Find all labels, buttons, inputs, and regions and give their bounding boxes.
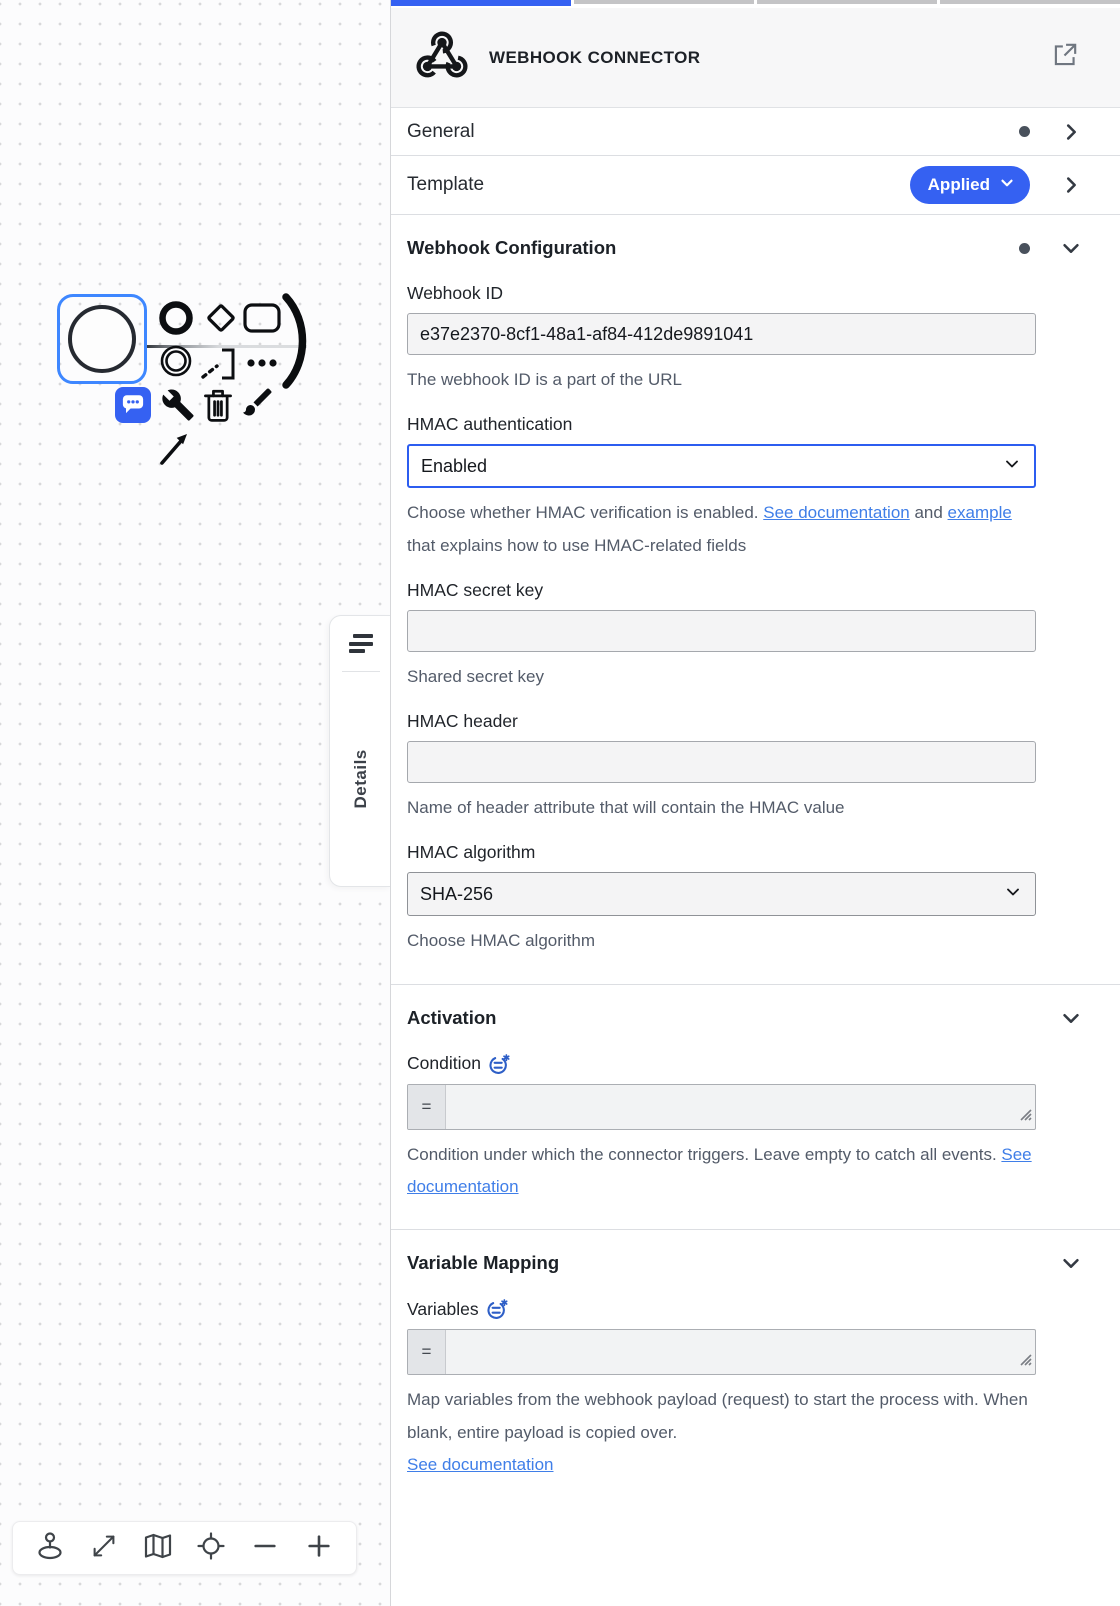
append-task-button[interactable] <box>241 300 283 336</box>
hmac-secret-key-input[interactable] <box>407 610 1036 652</box>
connect-arrow-icon <box>154 424 194 468</box>
feel-equals-prefix: = <box>408 1330 446 1374</box>
panel-tabstrip <box>391 0 1120 8</box>
section-row-general[interactable] <box>391 108 1120 156</box>
hmac-authentication-value: Enabled <box>421 455 488 476</box>
zoom-out-button[interactable] <box>247 1530 283 1566</box>
details-tab[interactable] <box>329 615 391 887</box>
properties-panel-icon <box>349 634 373 657</box>
task-icon <box>241 300 283 336</box>
minimap-icon <box>143 1532 173 1565</box>
hmac-algorithm-select[interactable] <box>407 872 1036 916</box>
fit-viewport-button[interactable] <box>86 1530 122 1566</box>
template-label: Template <box>407 174 485 195</box>
chevron-down-icon <box>1003 882 1023 907</box>
panel-tab-2[interactable] <box>574 0 754 4</box>
intermediate-event-icon <box>157 342 195 380</box>
section-webhook-configuration <box>391 215 1120 985</box>
open-external-button[interactable] <box>1050 40 1080 75</box>
helper-text: that explains how to use HMAC-related fields <box>407 535 747 555</box>
append-intermediate-event-button[interactable] <box>157 342 195 380</box>
activation-heading[interactable] <box>391 999 1120 1035</box>
feel-equals-prefix: = <box>408 1085 446 1129</box>
webhook-id-input[interactable] <box>407 313 1036 355</box>
chevron-down-icon <box>998 174 1016 197</box>
chevron-down-icon <box>1002 454 1022 479</box>
condition-label: Condition <box>407 1053 481 1074</box>
panel-header <box>391 8 1120 108</box>
chevron-right-icon <box>1060 121 1082 143</box>
hmac-algorithm-helper: Choose HMAC algorithm <box>407 931 596 951</box>
chevron-right-icon <box>1060 174 1082 196</box>
variable-mapping-title: Variable Mapping <box>407 1252 560 1274</box>
launch-icon <box>1050 40 1080 75</box>
ellipsis-icon <box>243 350 281 376</box>
details-tab-label: Details <box>350 749 370 809</box>
append-arc <box>282 293 314 389</box>
badge-label: Applied <box>927 175 990 194</box>
feel-expression-icon[interactable] <box>489 1053 511 1075</box>
panel-tab-1[interactable] <box>391 0 571 6</box>
general-label: General <box>407 120 475 142</box>
reset-view-button[interactable] <box>193 1530 229 1566</box>
hmac-header-helper: Name of header attribute that will contain the HMAC value <box>407 798 845 818</box>
chevron-down-icon <box>1060 237 1082 259</box>
set-color-button[interactable] <box>239 382 277 422</box>
minus-icon <box>251 1532 279 1565</box>
webhook-id-helper: The webhook ID is a part of the URL <box>407 370 682 389</box>
hmac-algorithm-label: HMAC algorithm <box>407 842 536 863</box>
canvas-toolbar <box>12 1521 357 1575</box>
trash-icon <box>202 386 234 424</box>
variables-feel-editor[interactable] <box>407 1329 1036 1375</box>
webhook-configuration-heading[interactable] <box>391 229 1120 265</box>
plus-icon <box>305 1532 333 1565</box>
helper-text: Condition under which the connector triggers. Leave empty to catch all events. <box>407 1144 1002 1164</box>
append-options-button[interactable] <box>243 350 281 376</box>
chevron-down-icon <box>1060 1007 1082 1029</box>
panel-tab-3[interactable] <box>757 0 937 4</box>
condition-feel-editor[interactable] <box>407 1084 1036 1130</box>
section-row-template[interactable] <box>391 156 1120 215</box>
hmac-authentication-select[interactable] <box>407 444 1036 488</box>
zoom-in-button[interactable] <box>301 1530 337 1566</box>
wrench-icon <box>161 388 195 422</box>
fit-viewport-icon <box>89 1531 119 1566</box>
hmac-authentication-label: HMAC authentication <box>407 414 573 435</box>
panel-title: WEBHOOK CONNECTOR <box>489 47 701 67</box>
variables-input[interactable] <box>446 1330 1035 1374</box>
comment-button[interactable] <box>115 387 151 423</box>
helper-text: Map variables from the webhook payload (request) to start the process with. When blank, entire payload is copied over. <box>407 1390 1028 1442</box>
delete-button[interactable] <box>201 385 235 425</box>
append-end-event-button[interactable] <box>157 299 195 337</box>
start-event-shape[interactable] <box>68 305 136 373</box>
see-documentation-link[interactable]: See documentation <box>407 1144 1032 1197</box>
append-gateway-button[interactable] <box>199 296 243 340</box>
example-link[interactable]: example <box>947 503 1012 523</box>
variables-helper <box>407 1384 1036 1481</box>
minimap-button[interactable] <box>140 1530 176 1566</box>
webhook-configuration-title: Webhook Configuration <box>407 237 617 258</box>
gateway-icon <box>199 296 243 340</box>
properties-panel <box>390 0 1120 1606</box>
change-element-button[interactable] <box>160 386 196 424</box>
brush-icon <box>240 384 276 420</box>
see-documentation-link[interactable]: See documentation <box>407 1454 554 1474</box>
hmac-secret-key-label: HMAC secret key <box>407 579 544 600</box>
webhook-icon <box>415 31 469 84</box>
connect-button[interactable] <box>152 424 196 468</box>
section-activation <box>391 985 1120 1231</box>
comment-bubble-icon <box>119 389 147 422</box>
variable-mapping-heading[interactable] <box>391 1244 1120 1280</box>
chevron-down-icon <box>1060 1252 1082 1274</box>
helper-text: and <box>909 503 948 523</box>
section-status-dot <box>1019 243 1030 254</box>
resize-handle[interactable] <box>1018 1107 1032 1126</box>
section-status-dot <box>1019 126 1030 137</box>
hmac-algorithm-value: SHA-256 <box>420 883 494 904</box>
feel-expression-icon[interactable] <box>487 1298 509 1320</box>
condition-input[interactable] <box>446 1085 1035 1129</box>
append-text-annotation-button[interactable] <box>200 344 240 384</box>
arc-icon <box>282 293 314 389</box>
diagram-canvas[interactable] <box>0 0 390 1606</box>
condition-helper <box>407 1139 1036 1204</box>
variables-label: Variables <box>407 1298 479 1319</box>
section-variable-mapping <box>391 1230 1120 1507</box>
panel-tab-4[interactable] <box>940 0 1120 4</box>
see-documentation-link[interactable]: See documentation <box>763 503 910 523</box>
webhook-id-label: Webhook ID <box>407 283 503 303</box>
template-applied-badge[interactable] <box>910 166 1030 204</box>
hmac-authentication-helper <box>407 497 1036 562</box>
hmac-header-label: HMAC header <box>407 711 518 732</box>
resize-handle[interactable] <box>1018 1352 1032 1371</box>
pan-tool-icon <box>34 1531 66 1566</box>
pan-tool-button[interactable] <box>32 1530 68 1566</box>
hmac-secret-key-helper: Shared secret key <box>407 666 545 686</box>
helper-text: Choose whether HMAC verification is enabled. <box>407 503 764 523</box>
crosshair-icon <box>196 1531 226 1566</box>
hmac-header-input[interactable] <box>407 741 1036 783</box>
activation-title: Activation <box>407 1006 497 1028</box>
text-annotation-icon <box>200 344 240 384</box>
end-event-icon <box>157 299 195 337</box>
